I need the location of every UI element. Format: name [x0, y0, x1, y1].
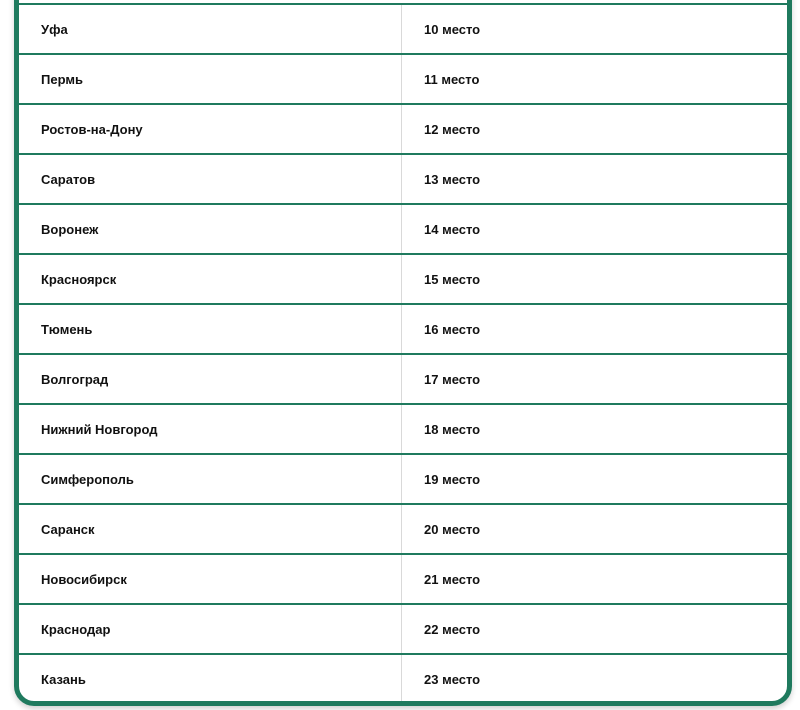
city-cell: Краснодар [19, 604, 402, 654]
city-cell: Уфа [19, 4, 402, 54]
city-cell: Ростов-на-Дону [19, 104, 402, 154]
place-cell: 13 место [402, 154, 788, 204]
place-cell: 23 место [402, 654, 788, 703]
city-cell: Красноярск [19, 254, 402, 304]
place-cell: 16 место [402, 304, 788, 354]
place-cell: 11 место [402, 54, 788, 104]
table-row [19, 354, 787, 404]
city-cell: Саранск [19, 504, 402, 554]
table-row [19, 4, 787, 54]
table-row [19, 304, 787, 354]
ranking-table-frame [14, 0, 792, 706]
table-row [19, 454, 787, 504]
place-cell: 14 место [402, 204, 788, 254]
place-cell: 10 место [402, 4, 788, 54]
place-cell: 21 место [402, 554, 788, 604]
table-row [19, 104, 787, 154]
ranking-table-body [19, 4, 787, 703]
place-cell: 20 место [402, 504, 788, 554]
city-cell: Симферополь [19, 454, 402, 504]
table-row [19, 504, 787, 554]
place-cell: 18 место [402, 404, 788, 454]
city-cell: Волгоград [19, 354, 402, 404]
table-row [19, 54, 787, 104]
place-cell: 22 место [402, 604, 788, 654]
city-cell: Саратов [19, 154, 402, 204]
table-row [19, 604, 787, 654]
table-row [19, 254, 787, 304]
place-cell: 15 место [402, 254, 788, 304]
city-cell: Нижний Новгород [19, 404, 402, 454]
place-cell: 19 место [402, 454, 788, 504]
table-row [19, 404, 787, 454]
table-row [19, 154, 787, 204]
city-cell: Воронеж [19, 204, 402, 254]
table-row [19, 654, 787, 703]
city-cell: Пермь [19, 54, 402, 104]
table-row [19, 554, 787, 604]
city-cell: Казань [19, 654, 402, 703]
table-row [19, 204, 787, 254]
ranking-table [19, 3, 787, 703]
city-cell: Тюмень [19, 304, 402, 354]
city-cell: Новосибирск [19, 554, 402, 604]
place-cell: 17 место [402, 354, 788, 404]
place-cell: 12 место [402, 104, 788, 154]
